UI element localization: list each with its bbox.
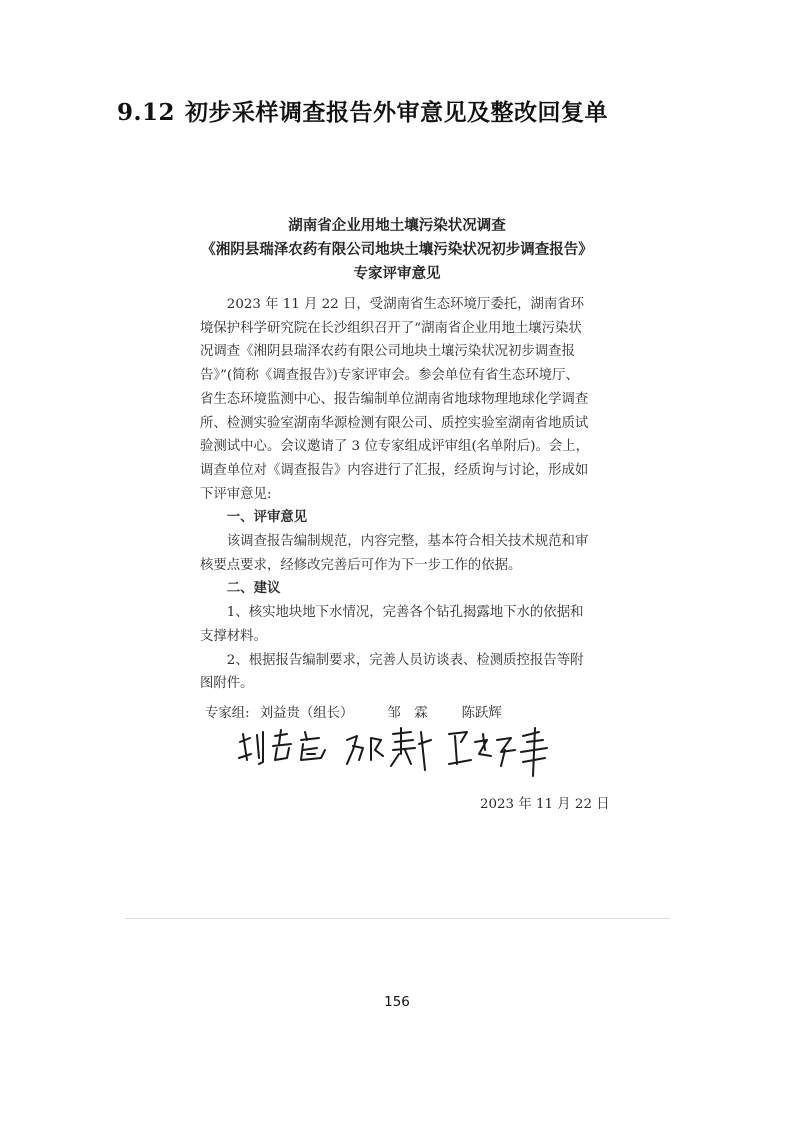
handwritten-signatures [235, 720, 565, 780]
heading-opinion: 一、评审意见 [226, 509, 308, 526]
suggestion-2: 2、根据报告编制要求，完善人员访谈表、检测质控报告等附图附件。 [200, 652, 584, 692]
doc-title-line1: 湖南省企业用地土壤污染状况调查 [288, 218, 506, 234]
expert-2: 邹 霖 [387, 706, 428, 721]
section-number: 9.12 [117, 99, 176, 126]
expert-1: 刘益贵（组长） [259, 706, 354, 721]
signature-2 [347, 728, 431, 770]
intro-paragraph: 2023 年 11 月 22 日，受湖南省生态环境厅委托，湖南省环境保护科学研究院在长沙组织召开了“湖南省企业用地土壤污染状况调查《湘阴县瑞泽农药有限公司地块土壤污染状况初步调查报告》”(简称《调查报告》)专家评审会。参会单位有省生态环境厅、省生态环境监测中心、报告编制单位湖南省地球物理地球化学调查所、检测实验室湖南华源检测有限公司、质控实验室湖南省地质试验测试中心。会议邀请了 3 位专家组成评审组(名单附后)。会上，调查单位对《调查报告》内容进行了汇报，经质询与讨论，形成如下评审意见: [200, 297, 590, 502]
doc-body [200, 293, 592, 696]
signature-1 [239, 730, 325, 764]
doc-title-line2: 《湘阴县瑞泽农药有限公司地块土壤污染状况初步调查报告》 [201, 242, 593, 258]
page-divider [125, 918, 670, 919]
opinion-paragraph: 该调查报告编制规范，内容完整，基本符合相关技术规范和审核要点要求，经修改完善后可作为下一步工作的依据。 [200, 534, 589, 573]
expert-group-line [205, 702, 536, 721]
page-number: 156 [384, 994, 410, 1010]
doc-title-line3: 专家评审意见 [353, 266, 441, 282]
expert-label: 专家组: [205, 706, 250, 721]
signing-date: 2023 年 11 月 22 日 [480, 797, 610, 812]
suggestion-1: 1、核实地块地下水情况，完善各个钻孔揭露地下水的依据和支撑材料。 [200, 605, 584, 644]
heading-suggestion: 二、建议 [226, 580, 281, 597]
section-title-text: 初步采样调查报告外审意见及整改回复单 [185, 99, 609, 126]
section-title [117, 94, 608, 127]
signature-3 [449, 728, 547, 776]
expert-3: 陈跃辉 [461, 706, 502, 721]
